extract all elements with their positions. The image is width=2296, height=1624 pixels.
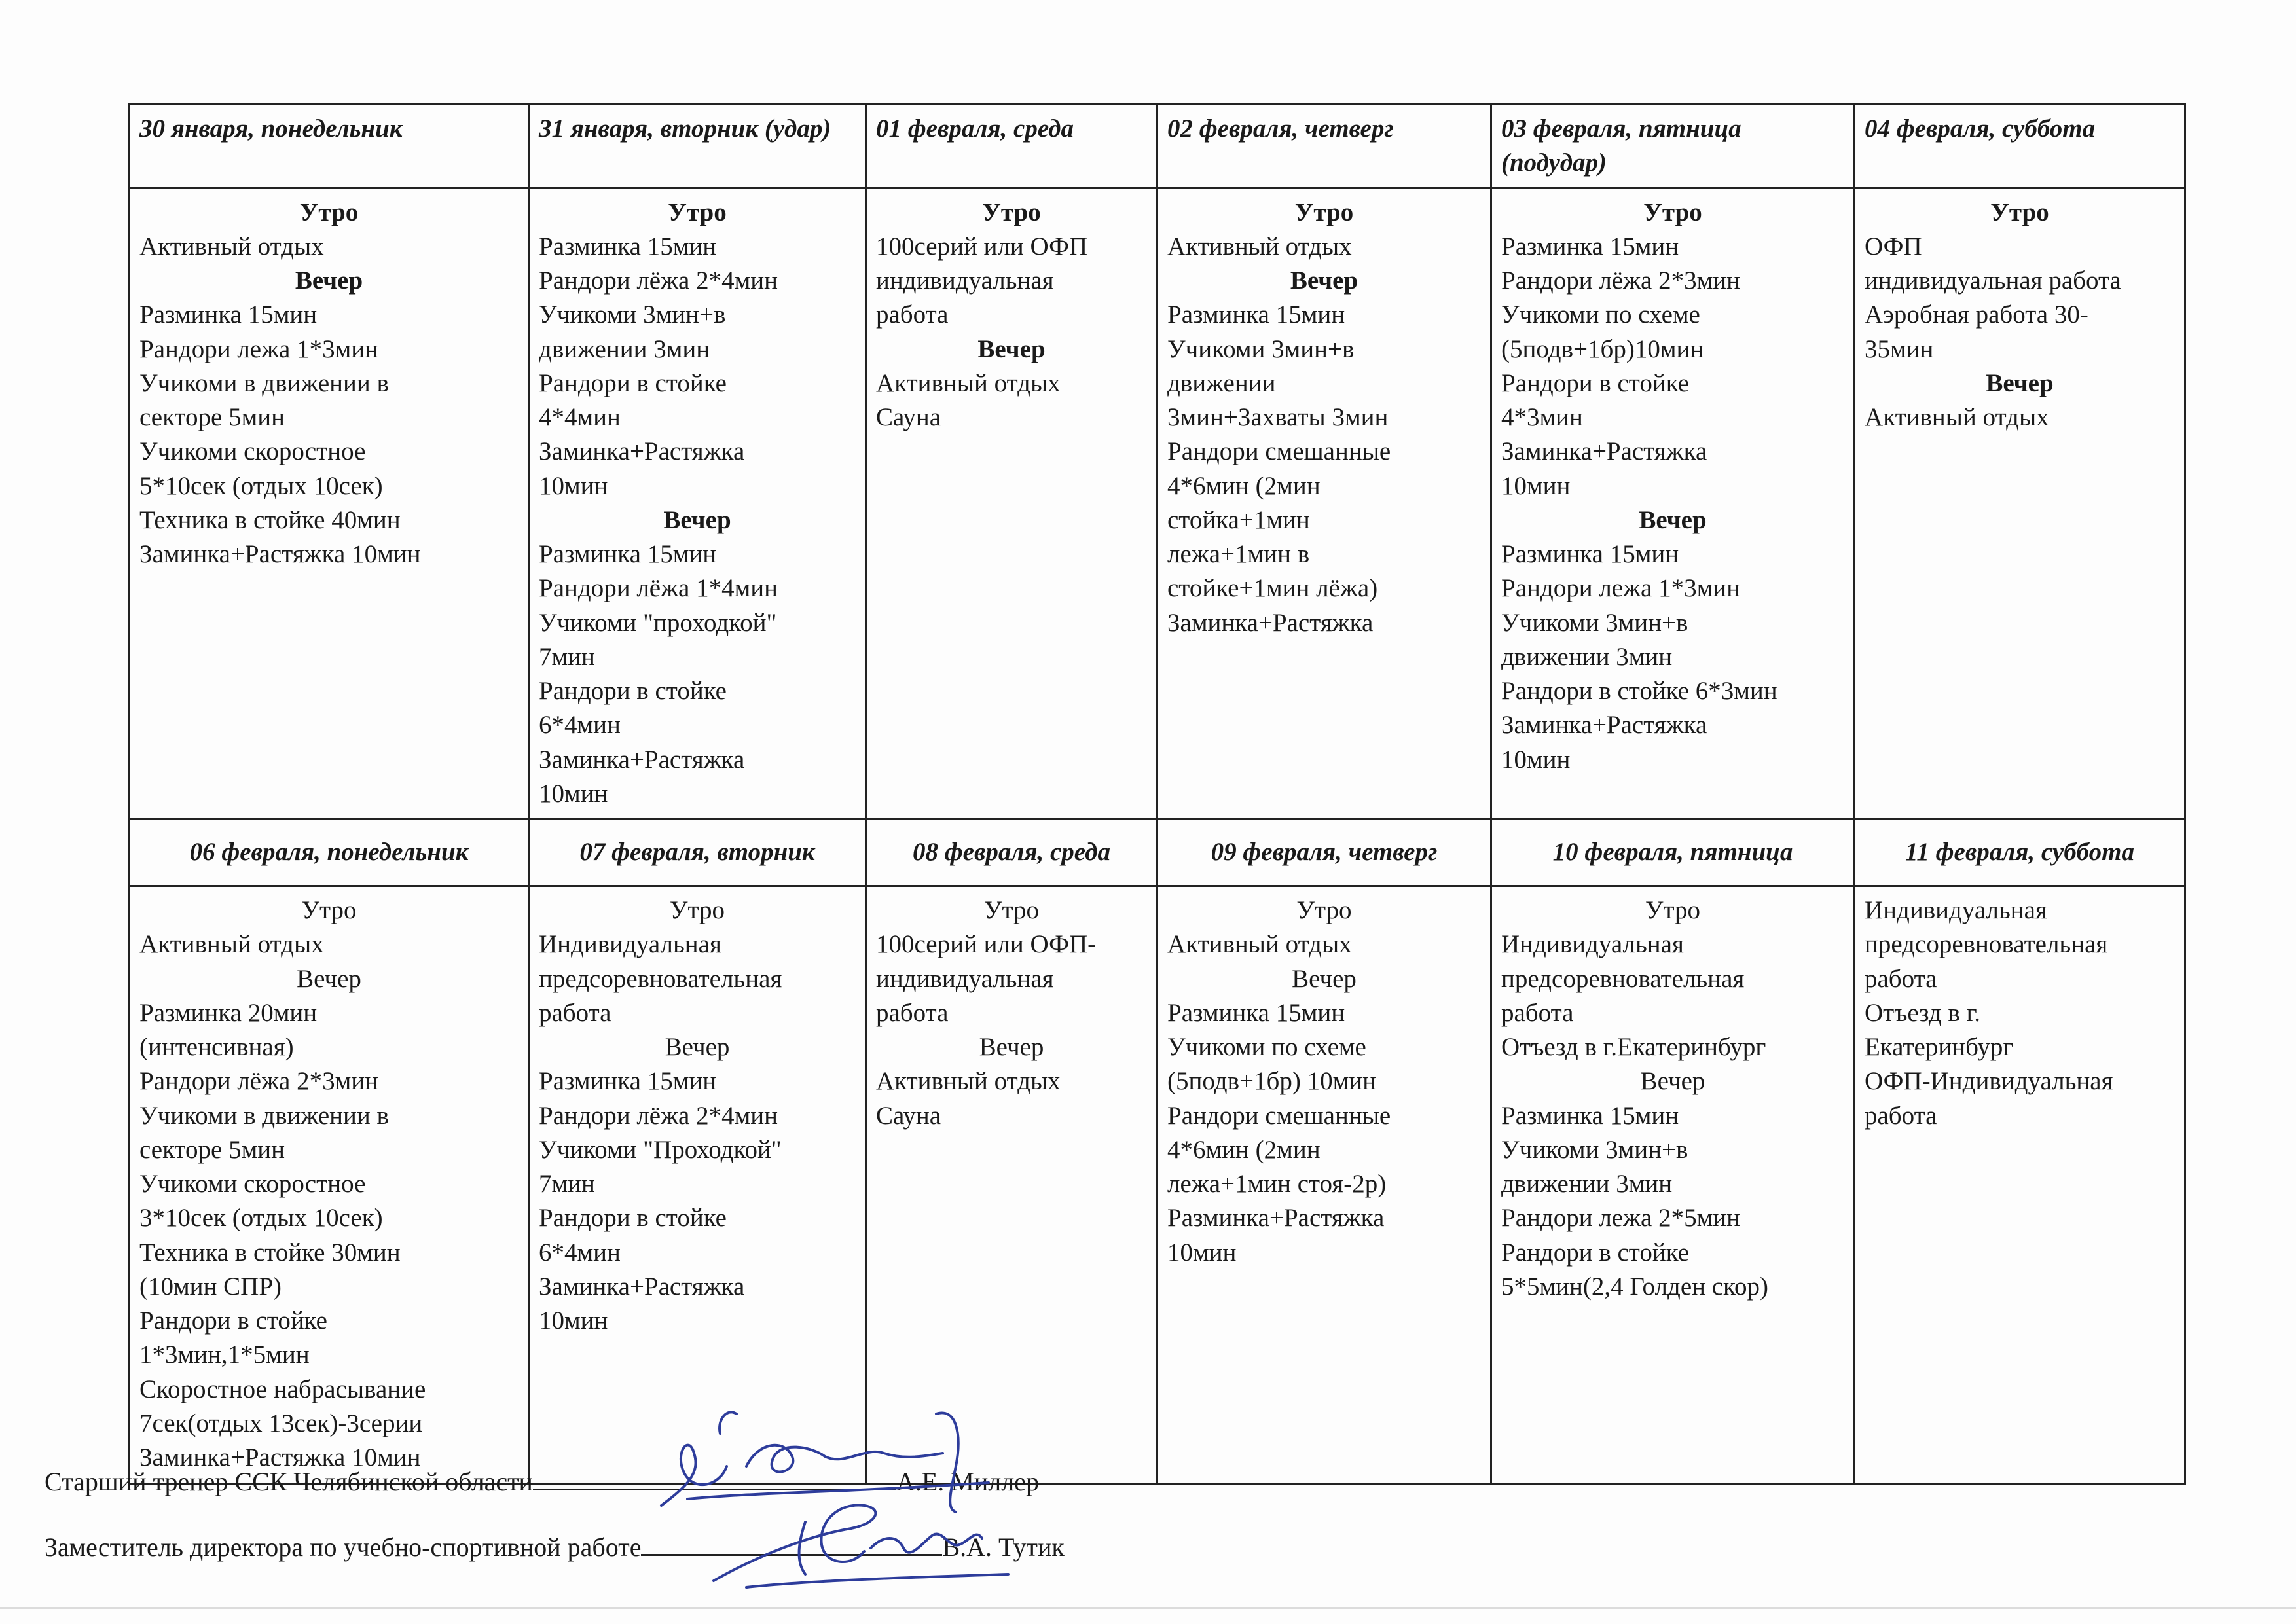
plan-line: 6*4мин: [539, 1238, 621, 1267]
day-header: 08 февраля, среда: [866, 819, 1157, 886]
plan-line: Разминка 15мин: [539, 1067, 717, 1096]
session-title: Вечер: [977, 334, 1046, 363]
plan-line: 10мин: [539, 471, 608, 500]
plan-line: индивидуальная работа: [1865, 266, 2121, 295]
session-title: Утро: [299, 198, 359, 226]
week2-plan-row: [130, 886, 2185, 1484]
week1-header-row: [130, 105, 2185, 189]
session-title: Вечер: [665, 1033, 730, 1061]
day-plan-cell: [1157, 188, 1491, 819]
plan-line: Индивидуальная: [1865, 896, 2047, 924]
day-plan-cell: [1491, 886, 1855, 1484]
plan-line: Рандори в стойке 6*3мин: [1501, 677, 1777, 705]
plan-line: (5подв+1бр) 10мин: [1167, 1067, 1376, 1096]
plan-line: индивидуальная: [876, 266, 1054, 295]
plan-line: Разминка+Растяжка: [1167, 1204, 1385, 1233]
training-schedule-table: [128, 103, 2186, 1485]
day-plan-cell: [130, 188, 529, 819]
plan-line: Заминка+Растяжка: [1501, 437, 1707, 466]
plan-line: Аэробная работа 30-: [1865, 300, 2088, 329]
plan-line: Индивидуальная: [1501, 930, 1684, 959]
plan-line: (5подв+1бр)10мин: [1501, 334, 1704, 363]
plan-line: 1*3мин,1*5мин: [139, 1341, 310, 1369]
plan-line: секторе 5мин: [139, 403, 285, 431]
day-header: 10 февраля, пятница: [1491, 819, 1855, 886]
day-plan-cell: [866, 188, 1157, 819]
plan-line: предсоревновательная: [1501, 964, 1745, 993]
plan-line: 4*6мин (2мин: [1167, 471, 1321, 500]
plan-line: Техника в стойке 40мин: [139, 505, 401, 534]
plan-line: Разминка 15мин: [1501, 540, 1679, 568]
day-header: 03 февраля, пятница (подудар): [1491, 105, 1855, 189]
plan-line: Заминка+Растяжка 10мин: [139, 1443, 421, 1471]
plan-line: Активный отдых: [139, 232, 324, 261]
plan-line: 10мин: [539, 1307, 608, 1335]
plan-line: Рандори смешанные: [1167, 1101, 1391, 1130]
plan-line: Учикоми скоростное: [139, 437, 366, 466]
session-title: Вечер: [1986, 369, 2054, 397]
day-header: 04 февраля, суббота: [1855, 105, 2185, 189]
session-title: Вечер: [1290, 266, 1358, 295]
signer-name: А.Е. Миллер: [896, 1467, 1039, 1496]
plan-line: Рандори лёжа 2*3мин: [1501, 266, 1741, 295]
plan-line: стойка+1мин: [1167, 505, 1310, 534]
week1-plan-row: [130, 188, 2185, 819]
plan-line: 35мин: [1865, 334, 1934, 363]
plan-line: 4*6мин (2мин: [1167, 1135, 1321, 1164]
plan-line: Учикоми по схеме: [1167, 1033, 1366, 1061]
plan-line: работа: [539, 998, 611, 1027]
plan-line: Рандори лёжа 1*4мин: [539, 574, 778, 603]
day-header: 30 января, понедельник: [130, 105, 529, 189]
plan-line: Техника в стойке 30мин: [139, 1238, 401, 1267]
plan-line: предсоревновательная: [539, 964, 782, 993]
plan-line: Рандори смешанные: [1167, 437, 1391, 466]
session-title: Утро: [1643, 198, 1702, 226]
session-title: Утро: [1645, 896, 1701, 924]
plan-line: Рандори в стойке: [539, 677, 727, 705]
plan-line: Екатеринбург: [1865, 1033, 2014, 1061]
plan-line: Учикоми в движении в: [139, 1101, 389, 1130]
day-header: 01 февраля, среда: [866, 105, 1157, 189]
plan-line: лежа+1мин стоя-2р): [1167, 1170, 1387, 1198]
session-title: Вечер: [1640, 1067, 1705, 1096]
plan-line: Учикоми 3мин+в: [1501, 608, 1688, 637]
plan-line: 10мин: [539, 779, 608, 808]
day-plan-cell: [1855, 188, 2185, 819]
week2-header-row: [130, 819, 2185, 886]
plan-line: Рандори в стойке: [1501, 1238, 1689, 1267]
plan-line: Разминка 15мин: [539, 232, 717, 261]
plan-line: Индивидуальная: [539, 930, 721, 959]
session-title: Утро: [668, 198, 727, 226]
plan-line: индивидуальная: [876, 964, 1054, 993]
plan-line: Разминка 15мин: [1501, 232, 1679, 261]
plan-line: 100серий или ОФП-: [876, 930, 1097, 959]
plan-line: 7мин: [539, 1170, 595, 1198]
plan-line: Учикоми 3мин+в: [539, 300, 726, 329]
plan-line: ОФП-Индивидуальная: [1865, 1067, 2113, 1096]
plan-line: 100серий или ОФП: [876, 232, 1088, 261]
plan-line: Рандори в стойке: [539, 369, 727, 397]
plan-line: работа: [876, 998, 949, 1027]
session-title: Вечер: [1639, 505, 1707, 534]
plan-line: Разминка 15мин: [139, 300, 318, 329]
plan-line: работа: [1501, 998, 1574, 1027]
plan-line: секторе 5мин: [139, 1135, 285, 1164]
plan-line: Активный отдых: [876, 1067, 1061, 1096]
plan-line: Скоростное набрасывание: [139, 1375, 426, 1403]
day-plan-cell: [130, 886, 529, 1484]
plan-line: Сауна: [876, 403, 941, 431]
plan-line: Отъезд в г.: [1865, 998, 1980, 1027]
session-title: Утро: [983, 896, 1040, 924]
plan-line: движении 3мин: [1501, 642, 1673, 671]
plan-line: движении: [1167, 369, 1276, 397]
session-title: Утро: [1990, 198, 2049, 226]
handwritten-signature-2: [707, 1483, 1015, 1600]
plan-line: Разминка 15мин: [539, 540, 717, 568]
day-header: 11 февраля, суббота: [1855, 819, 2185, 886]
plan-line: 3мин+Захваты 3мин: [1167, 403, 1389, 431]
plan-line: Активный отдых: [1865, 403, 2049, 431]
plan-line: Активный отдых: [1167, 930, 1352, 959]
plan-line: Активный отдых: [876, 369, 1061, 397]
plan-line: Рандори лёжа 2*4мин: [539, 1101, 778, 1130]
session-title: Утро: [301, 896, 357, 924]
plan-line: движении 3мин: [1501, 1170, 1673, 1198]
plan-line: Активный отдых: [139, 930, 324, 959]
plan-line: Рандори в стойке: [1501, 369, 1689, 397]
session-title: Утро: [1296, 896, 1352, 924]
plan-line: Рандори лёжа 2*4мин: [539, 266, 778, 295]
plan-line: 10мин: [1501, 471, 1571, 500]
plan-line: лежа+1мин в: [1167, 540, 1310, 568]
plan-line: Учикоми в движении в: [139, 369, 389, 397]
plan-line: Заминка+Растяжка: [539, 437, 745, 466]
plan-line: 4*4мин: [539, 403, 621, 431]
plan-line: Заминка+Растяжка: [1167, 608, 1374, 637]
plan-line: работа: [1865, 1101, 1937, 1130]
plan-line: Рандори лежа 2*5мин: [1501, 1204, 1741, 1233]
session-title: Утро: [982, 198, 1041, 226]
plan-line: Сауна: [876, 1101, 941, 1130]
plan-line: Разминка 15мин: [1167, 300, 1345, 329]
plan-line: Отъезд в г.Екатеринбург: [1501, 1033, 1766, 1061]
plan-line: Учикоми "Проходкой": [539, 1135, 782, 1164]
plan-line: Учикоми "проходкой": [539, 608, 777, 637]
plan-line: Рандори лежа 1*3мин: [139, 334, 379, 363]
plan-line: 5*10сек (отдых 10сек): [139, 471, 383, 500]
session-title: Вечер: [663, 505, 731, 534]
plan-line: Разминка 15мин: [1501, 1101, 1679, 1130]
plan-line: 6*4мин: [539, 711, 621, 740]
day-plan-cell: [1157, 886, 1491, 1484]
day-plan-cell: [529, 188, 866, 819]
plan-line: Рандори в стойке: [539, 1204, 727, 1233]
plan-line: стойке+1мин лёжа): [1167, 574, 1378, 603]
session-title: Утро: [669, 896, 725, 924]
plan-line: Разминка 15мин: [1167, 998, 1345, 1027]
day-plan-cell: [1491, 188, 1855, 819]
day-header: 06 февраля, понедельник: [130, 819, 529, 886]
plan-line: Разминка 20мин: [139, 998, 318, 1027]
session-title: Вечер: [297, 964, 361, 993]
plan-line: Учикоми по схеме: [1501, 300, 1700, 329]
plan-line: (интенсивная): [139, 1033, 294, 1061]
plan-line: 10мин: [1167, 1238, 1237, 1267]
plan-line: Заминка+Растяжка: [539, 745, 745, 774]
session-title: Вечер: [979, 1033, 1044, 1061]
plan-line: 3*10сек (отдых 10сек): [139, 1204, 383, 1233]
plan-line: Активный отдых: [1167, 232, 1352, 261]
session-title: Вечер: [1292, 964, 1357, 993]
plan-line: Заминка+Растяжка 10мин: [139, 540, 421, 568]
plan-line: Учикоми 3мин+в: [1501, 1135, 1688, 1164]
plan-line: ОФП: [1865, 232, 1922, 261]
plan-line: предсоревновательная: [1865, 930, 2108, 959]
plan-line: Заминка+Растяжка: [539, 1272, 745, 1301]
day-header: 02 февраля, четверг: [1157, 105, 1491, 189]
plan-line: движении 3мин: [539, 334, 710, 363]
signer-title: Заместитель директора по учебно-спортивной работе: [45, 1532, 642, 1562]
plan-line: Рандори лёжа 2*3мин: [139, 1067, 379, 1096]
session-title: Вечер: [295, 266, 363, 295]
signer-name: В.А. Тутик: [942, 1532, 1065, 1562]
plan-line: 7сек(отдых 13сек)-3серии: [139, 1409, 423, 1437]
plan-line: работа: [1865, 964, 1937, 993]
day-header: 09 февраля, четверг: [1157, 819, 1491, 886]
plan-line: Учикоми скоростное: [139, 1170, 366, 1198]
scan-edge-line: [0, 1607, 2296, 1609]
day-header: 07 февраля, вторник: [529, 819, 866, 886]
plan-line: Учикоми 3мин+в: [1167, 334, 1355, 363]
session-title: Утро: [1294, 198, 1354, 226]
plan-line: 7мин: [539, 642, 595, 671]
plan-line: 10мин: [1501, 745, 1571, 774]
day-plan-cell: [1855, 886, 2185, 1484]
plan-line: 4*3мин: [1501, 403, 1583, 431]
plan-line: 5*5мин(2,4 Голден скор): [1501, 1272, 1769, 1301]
plan-line: Заминка+Растяжка: [1501, 711, 1707, 740]
signer-title: Старший тренер ССК Челябинской области: [45, 1467, 533, 1496]
plan-line: Рандори лежа 1*3мин: [1501, 574, 1741, 603]
day-header: 31 января, вторник (удар): [529, 105, 866, 189]
plan-line: работа: [876, 300, 949, 329]
plan-line: Рандори в стойке: [139, 1307, 327, 1335]
plan-line: (10мин СПР): [139, 1272, 282, 1301]
